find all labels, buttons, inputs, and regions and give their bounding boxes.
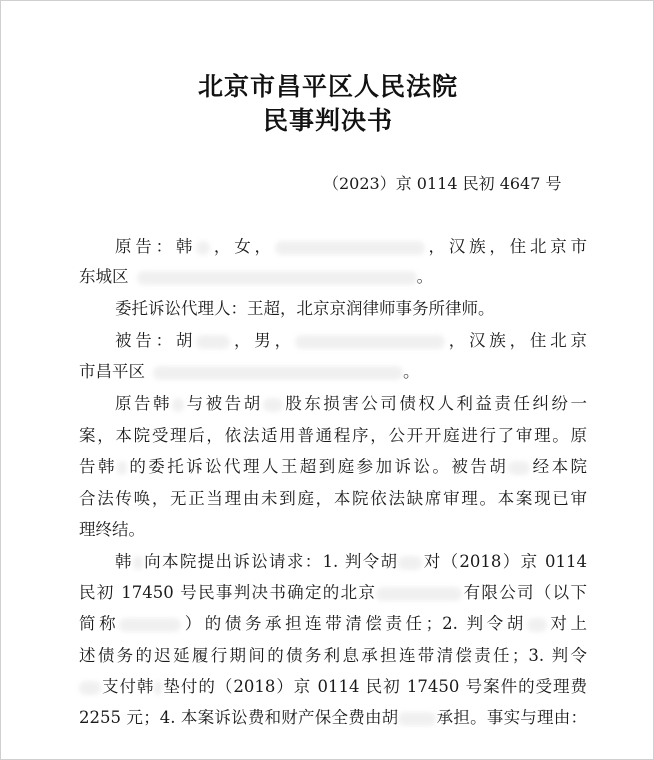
body-line: 告韩 的委托诉讼代理人王超到庭参加诉讼。被告胡 经本院 bbox=[79, 457, 588, 476]
plaintiff-line-1: 原告：韩 ，女， ，汉族，住北京市 bbox=[115, 237, 587, 256]
redaction bbox=[196, 335, 230, 349]
redaction bbox=[275, 241, 425, 255]
redaction bbox=[398, 712, 436, 726]
body-line: 案，本院受理后，依法适用普通程序，公开开庭进行了审理。原 bbox=[79, 426, 587, 445]
redaction bbox=[79, 681, 101, 695]
body-line: 理终结。 bbox=[79, 520, 145, 539]
body-line: 民初 17450 号民事判决书确定的北京 有限公司（以下 bbox=[79, 583, 587, 602]
agent-line: 委托诉讼代理人：王超，北京京润律师事务所律师。 bbox=[115, 299, 495, 318]
body-line: 简称 ）的债务承担连带清偿责任；2. 判令胡 对上 bbox=[79, 614, 588, 633]
body-line: 合法传唤，无正当理由未到庭，本院依法缺席审理。本案现已审 bbox=[79, 489, 587, 508]
redaction bbox=[196, 241, 210, 255]
redaction bbox=[376, 587, 462, 601]
case-number: （2023）京 0114 民初 4647 号 bbox=[323, 174, 562, 193]
redaction bbox=[133, 556, 143, 570]
redaction bbox=[172, 398, 184, 412]
redaction bbox=[119, 618, 181, 632]
defendant-line-1: 被告：胡 ，男， ，汉族，住北京 bbox=[115, 331, 588, 350]
document-type-title: 民事判决书 bbox=[262, 106, 393, 135]
redaction bbox=[153, 366, 403, 380]
redaction bbox=[117, 461, 127, 475]
redaction bbox=[527, 618, 547, 632]
redaction bbox=[295, 335, 445, 349]
body-line: 韩 向本院提出诉讼请求：1. 判令胡 对（2018）京 0114 bbox=[115, 552, 587, 571]
redaction bbox=[398, 556, 422, 570]
body-line: 述债务的迟延履行期间的债务利息承担连带清偿责任；3. 判令 bbox=[79, 646, 587, 665]
court-name: 北京市昌平区人民法院 bbox=[197, 72, 458, 101]
redaction bbox=[137, 271, 417, 285]
plaintiff-line-2: 东城区 。 bbox=[79, 267, 433, 286]
body-line: 原告韩 与被告胡 股东损害公司债权人利益责任纠纷一 bbox=[115, 394, 588, 413]
redaction bbox=[154, 681, 162, 695]
redaction bbox=[508, 461, 530, 475]
body-line: 支付韩 垫付的（2018）京 0114 民初 17450 号案件的受理费 bbox=[79, 673, 587, 697]
body-line: 2255 元；4. 本案诉讼费和财产保全费由胡 承担。事实与理由： bbox=[79, 708, 587, 727]
redaction bbox=[263, 398, 283, 412]
defendant-line-2: 市昌平区 。 bbox=[79, 362, 420, 381]
